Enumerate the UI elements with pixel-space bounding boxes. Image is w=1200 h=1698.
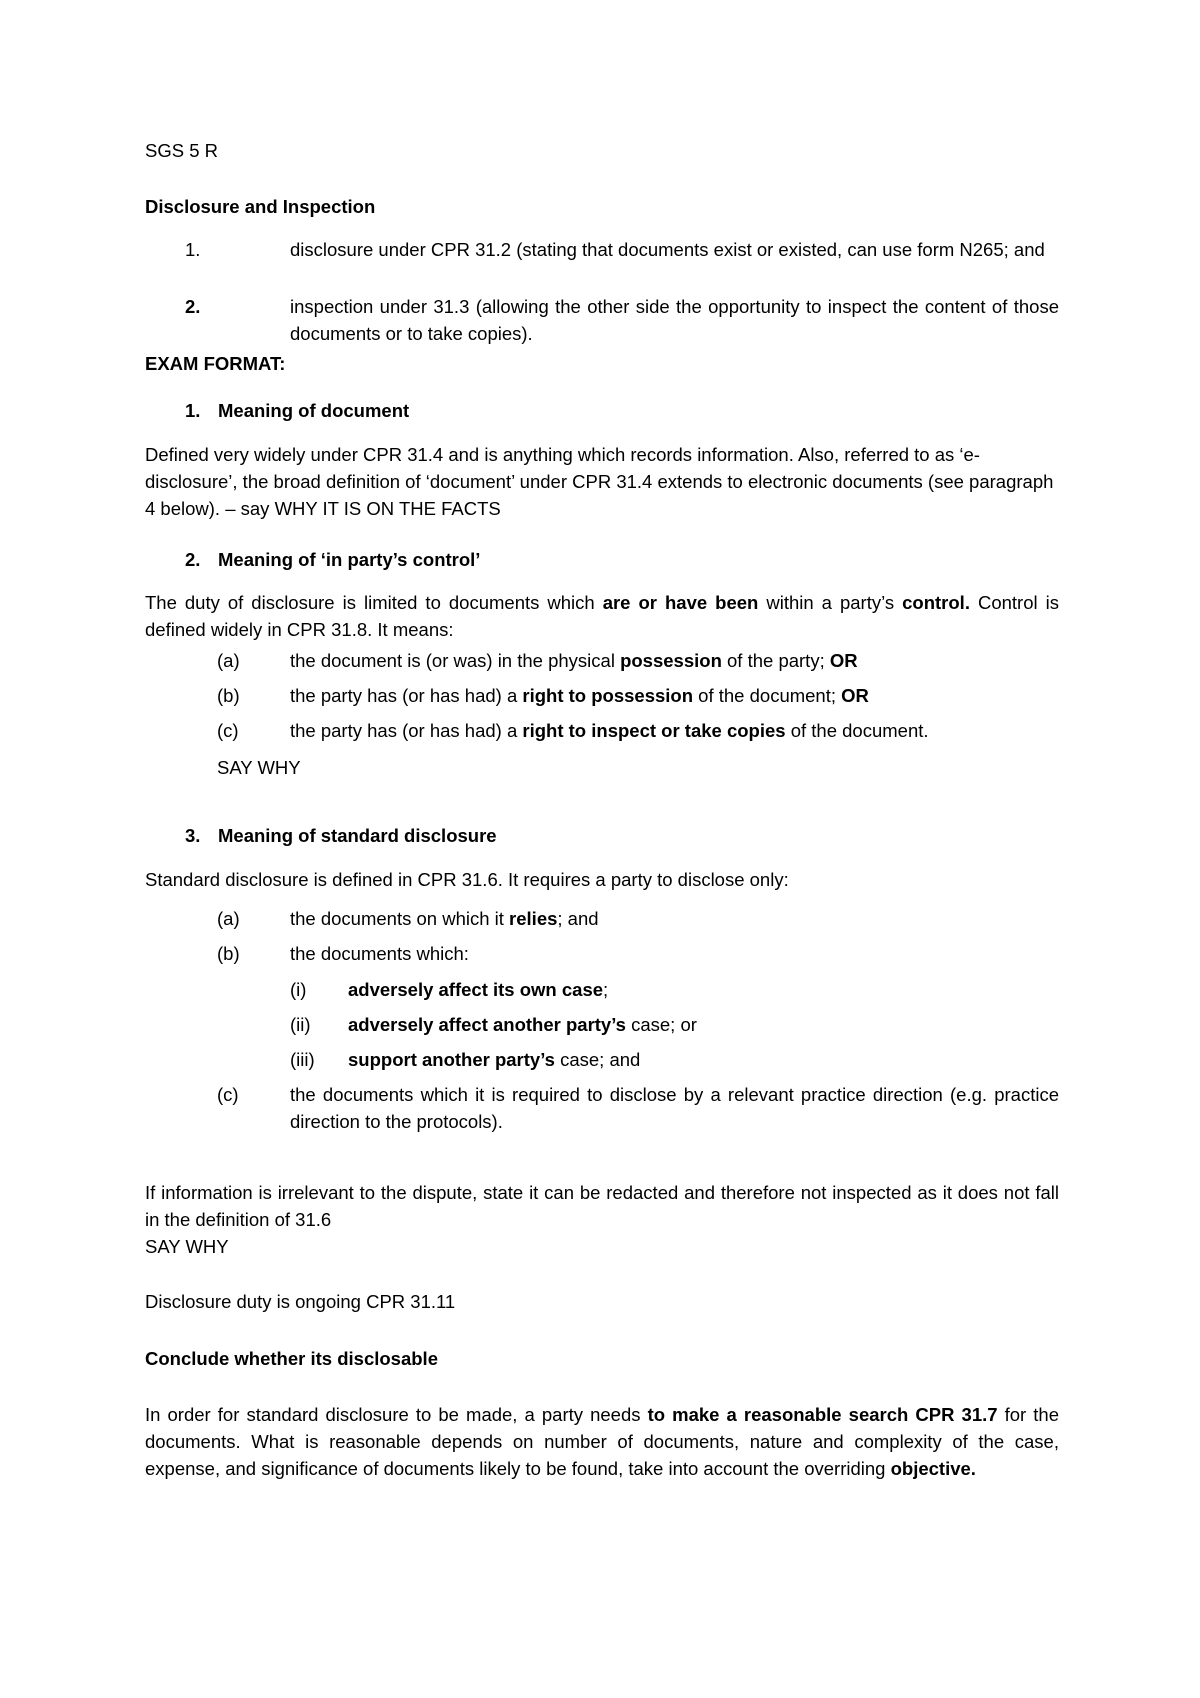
- document-page: [145, 0, 1059, 1698]
- ongoing-duty-paragraph: Disclosure duty is ongoing CPR 31.11: [145, 1291, 456, 1312]
- exam-format-heading: EXAM FORMAT:: [145, 353, 286, 374]
- sub-list-text: adversely affect another party’s case; or: [348, 1014, 697, 1035]
- section-1-paragraph: Defined very widely under CPR 31.4 and is anything which records information. Also, referred to as ‘e-disclosure’, the broad definition of ‘document’ under CPR 31.4 extends to electronic documents (see paragraph 4 below). – say WHY IT IS ON THE FACTS: [145, 444, 1054, 519]
- sub-list-item: [145, 976, 1059, 1003]
- list-item: [145, 293, 1059, 347]
- list-number: 1.: [185, 239, 201, 260]
- sub-list-item: [145, 1011, 1059, 1038]
- say-why-note: SAY WHY: [145, 1236, 229, 1257]
- doc-header: SGS 5 R: [145, 140, 218, 161]
- sub-list-numeral: (iii): [290, 1049, 315, 1070]
- list-letter: (c): [217, 720, 239, 741]
- list-text: the documents which it is required to disclose by a relevant practice direction (e.g. practice direction to the protocols).: [290, 1084, 1059, 1132]
- list-number: 2.: [185, 296, 201, 317]
- irrelevant-paragraph: If information is irrelevant to the dispute, state it can be redacted and therefore not inspected as it does not fall in the definition of 31.6: [145, 1182, 1059, 1230]
- section-title: Meaning of standard disclosure: [218, 825, 497, 846]
- section-title: Meaning of ‘in party’s control’: [218, 549, 481, 570]
- section-title: Meaning of document: [218, 400, 410, 421]
- section-number: 2.: [185, 549, 201, 570]
- list-letter: (a): [217, 908, 240, 929]
- section-heading: [145, 822, 1059, 849]
- section-heading: [145, 397, 1059, 424]
- list-item: [145, 647, 1059, 674]
- list-letter: (b): [217, 685, 240, 706]
- list-item: [145, 940, 1059, 967]
- list-text: the document is (or was) in the physical possession of the party; OR: [290, 650, 858, 671]
- list-item: [145, 905, 1059, 932]
- list-text: inspection under 31.3 (allowing the other side the opportunity to inspect the content of those documents or to take copies).: [290, 296, 1059, 344]
- section-number: 3.: [185, 825, 201, 846]
- sub-list-text: support another party’s case; and: [348, 1049, 641, 1070]
- list-text: the documents which:: [290, 943, 469, 964]
- list-letter: (a): [217, 650, 240, 671]
- list-text: the party has (or has had) a right to inspect or take copies of the document.: [290, 720, 929, 741]
- list-item: [145, 682, 1059, 709]
- list-text: disclosure under CPR 31.2 (stating that documents exist or existed, can use form N265; and: [290, 239, 1045, 260]
- list-letter: (c): [217, 1084, 239, 1105]
- sub-list-text: adversely affect its own case;: [348, 979, 609, 1000]
- list-item: [145, 717, 1059, 744]
- list-text: the documents on which it relies; and: [290, 908, 599, 929]
- say-why-note: SAY WHY: [217, 757, 301, 778]
- list-item: [145, 1081, 1059, 1135]
- conclude-heading: Conclude whether its disclosable: [145, 1348, 438, 1369]
- list-item: [145, 236, 1059, 290]
- section-heading: [145, 546, 1059, 573]
- page-title: Disclosure and Inspection: [145, 196, 376, 217]
- list-text: the party has (or has had) a right to possession of the document; OR: [290, 685, 869, 706]
- sub-list-numeral: (ii): [290, 1014, 311, 1035]
- sub-list-numeral: (i): [290, 979, 307, 1000]
- list-letter: (b): [217, 943, 240, 964]
- sub-list-item: [145, 1046, 1059, 1073]
- section-3-paragraph: Standard disclosure is defined in CPR 31.6. It requires a party to disclose only:: [145, 869, 789, 890]
- section-2-paragraph: The duty of disclosure is limited to documents which are or have been within a party’s control. Control is defined widely in CPR 31.8. It means:: [145, 592, 1059, 640]
- section-number: 1.: [185, 400, 201, 421]
- reasonable-search-paragraph: In order for standard disclosure to be made, a party needs to make a reasonable search CPR 31.7 for the documents. What is reasonable depends on number of documents, nature and complexity of the case, expense, and significance of documents likely to be found, take into account the overriding objective.: [145, 1404, 1059, 1479]
